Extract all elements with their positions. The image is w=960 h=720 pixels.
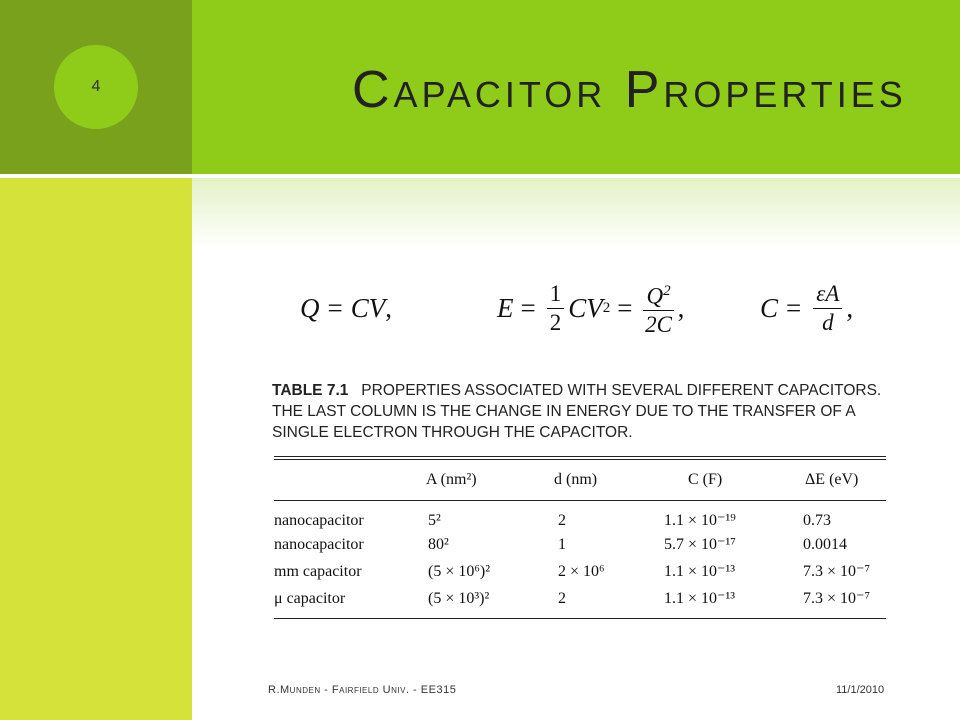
eq3-comma: , [846,292,854,323]
slide-number-badge [54,45,138,129]
table-cell: 5.7 × 10⁻¹⁷ [664,536,736,553]
table-top-rule-2 [274,459,886,460]
table-cell: 1.1 × 10⁻¹³ [664,563,736,580]
eq2-equals-1: = [520,292,536,323]
table-cell: 2 × 10⁶ [558,563,605,580]
table-cell: mm capacitor [274,563,362,580]
table-cell: 80² [428,536,449,553]
table-header-distance: d (nm) [554,471,598,488]
equation-energy [497,268,684,348]
table-cell: 2 [558,590,566,607]
eq1-comma: , [385,292,392,323]
table-caption-label: TABLE 7.1 [272,382,349,399]
footer-date: 11/1/2010 [836,684,885,696]
eq2-frac2-num-exp: 2 [663,282,671,299]
table-cell: (5 × 10⁶)² [428,563,491,580]
eq2-exp: 2 [602,299,611,316]
eq2-equals-2: = [617,292,633,323]
eq2-frac2-den: 2C [645,312,672,338]
table-cell: (5 × 10³)² [428,590,490,607]
eq3-lhs: C [760,292,779,323]
slide-title: Capacitor Properties [352,61,907,119]
table-cell: 0.73 [803,512,831,529]
eq1-rhs: CV [350,292,386,323]
table-cell: 2 [558,512,566,529]
table-cell: 1.1 × 10⁻¹⁹ [664,512,736,529]
table-cell: nanocapacitor [274,536,364,553]
equation-capacitance [760,268,853,348]
eq3-frac-num: εA [813,280,842,309]
eq3-equals: = [786,292,802,323]
table-cell: μ capacitor [274,590,346,607]
table-cell: 5² [428,512,441,529]
table-cell: 0.0014 [803,536,847,553]
eq2-fraction-q [643,277,673,340]
slide-number: 4 [91,78,101,95]
table-cell: nanocapacitor [274,512,364,529]
eq2-frac-num: 1 [547,280,565,309]
table-header-energy: ΔE (eV) [805,471,859,488]
table-cell: 7.3 × 10⁻⁷ [803,563,871,580]
table-caption [272,380,892,443]
title-fade [192,178,960,248]
eq3-fraction [813,280,842,337]
eq1-lhs: Q [300,292,320,323]
table-bottom-rule [274,618,886,619]
eq2-lhs: E [497,292,514,323]
table-top-rule [274,456,886,457]
table-cell: 1 [558,536,566,553]
eq2-term: CV [568,292,603,323]
table-header-rule [274,500,886,501]
eq2-frac-den: 2 [549,309,562,335]
table-cell: 7.3 × 10⁻⁷ [803,590,871,607]
eq2-frac2-num [643,277,673,312]
footer-author: R.Munden - Fairfield Univ. - EE315 [268,684,457,696]
table-header-area: A (nm²) [426,471,477,488]
eq2-comma: , [677,292,685,323]
equation-charge [300,268,392,348]
eq1-equals: = [327,292,343,323]
table-caption-text: PROPERTIES ASSOCIATED WITH SEVERAL DIFFERENT CAPACITORS. THE LAST COLUMN IS THE CHANGE IN ENERGY DUE TO THE TRANSFER OF A SINGLE ELECTRON THROUGH THE CAPACITOR. [272,382,882,441]
eq2-frac2-num-base: Q [646,283,664,309]
table-cell: 1.1 × 10⁻¹³ [664,590,736,607]
table-header-capacitance: C (F) [688,471,723,488]
eq3-frac-den: d [822,309,834,335]
eq2-fraction-half [547,280,565,337]
